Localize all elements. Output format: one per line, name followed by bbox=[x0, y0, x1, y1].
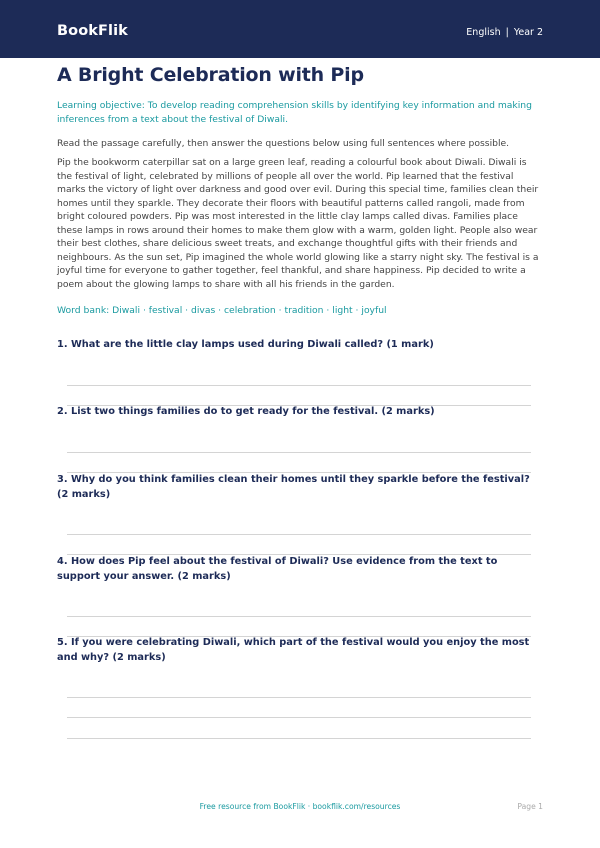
question-3: 3. Why do you think families clean their homes until they sparkle before the festival? (2 marks) bbox=[57, 474, 530, 500]
word-bank: Word bank: Diwali · festival · divas · celebration · tradition · light · joyful bbox=[57, 305, 387, 316]
learning-objective: Learning objective: To develop reading comprehension skills by identifying key information and making inferences from a text about the festival of Diwali. bbox=[57, 100, 532, 125]
question-1: 1. What are the little clay lamps used during Diwali called? (1 mark) bbox=[57, 339, 434, 350]
footer-resource-link[interactable]: Free resource from BookFlik · bookflik.com/resources bbox=[199, 802, 401, 811]
worksheet-title: A Bright Celebration with Pip bbox=[57, 64, 364, 86]
subject-separator: | bbox=[505, 27, 509, 38]
question-5: 5. If you were celebrating Diwali, which part of the festival would you enjoy the most and why? (2 marks) bbox=[57, 637, 530, 663]
subject-label: English bbox=[466, 27, 501, 38]
reading-passage: Pip the bookworm caterpillar sat on a large green leaf, reading a colourful book about Diwali. Diwali is the festival of light, celebrated by millions of people all over the world. Pip learned that the festival marks the victory of light over darkness and good over evil. During this special time, families clean their homes until they sparkle. They decorate their floors with beautiful patterns called rangoli, made from bright coloured powders. Pip was most interested in the little clay lamps called divas. Families place these lamps in rows around their homes to make them glow with a warm, golden light. People also wear their best clothes, share delicious sweet treats, and exchange thoughtful gifts with their friends and neighbours. As the sun set, Pip imagined the whole world glowing like a starry night sky. The festival is a joyful time for everyone to gather together, feel thankful, and share happiness. Pip decided to write a poem about the glowing lamps to share with all his friends in the garden. bbox=[57, 157, 539, 290]
question-2: 2. List two things families do to get ready for the festival. (2 marks) bbox=[57, 406, 435, 417]
answer-line-5-1[interactable] bbox=[67, 697, 531, 698]
answer-line-3-1[interactable] bbox=[67, 534, 531, 535]
subject-year-label bbox=[466, 27, 543, 38]
answer-line-5-3[interactable] bbox=[67, 738, 531, 739]
year-label: Year 2 bbox=[513, 27, 543, 38]
page-number: Page 1 bbox=[517, 802, 543, 811]
answer-line-5-2[interactable] bbox=[67, 717, 531, 718]
brand-logo: BookFlik bbox=[57, 23, 128, 39]
instructions: Read the passage carefully, then answer the questions below using full sentences where possible. bbox=[57, 138, 510, 149]
answer-line-2-1[interactable] bbox=[67, 452, 531, 453]
answer-line-4-1[interactable] bbox=[67, 616, 531, 617]
page-header bbox=[0, 0, 600, 58]
answer-line-1-1[interactable] bbox=[67, 385, 531, 386]
question-4: 4. How does Pip feel about the festival of Diwali? Use evidence from the text to support your answer. (2 marks) bbox=[57, 556, 498, 582]
